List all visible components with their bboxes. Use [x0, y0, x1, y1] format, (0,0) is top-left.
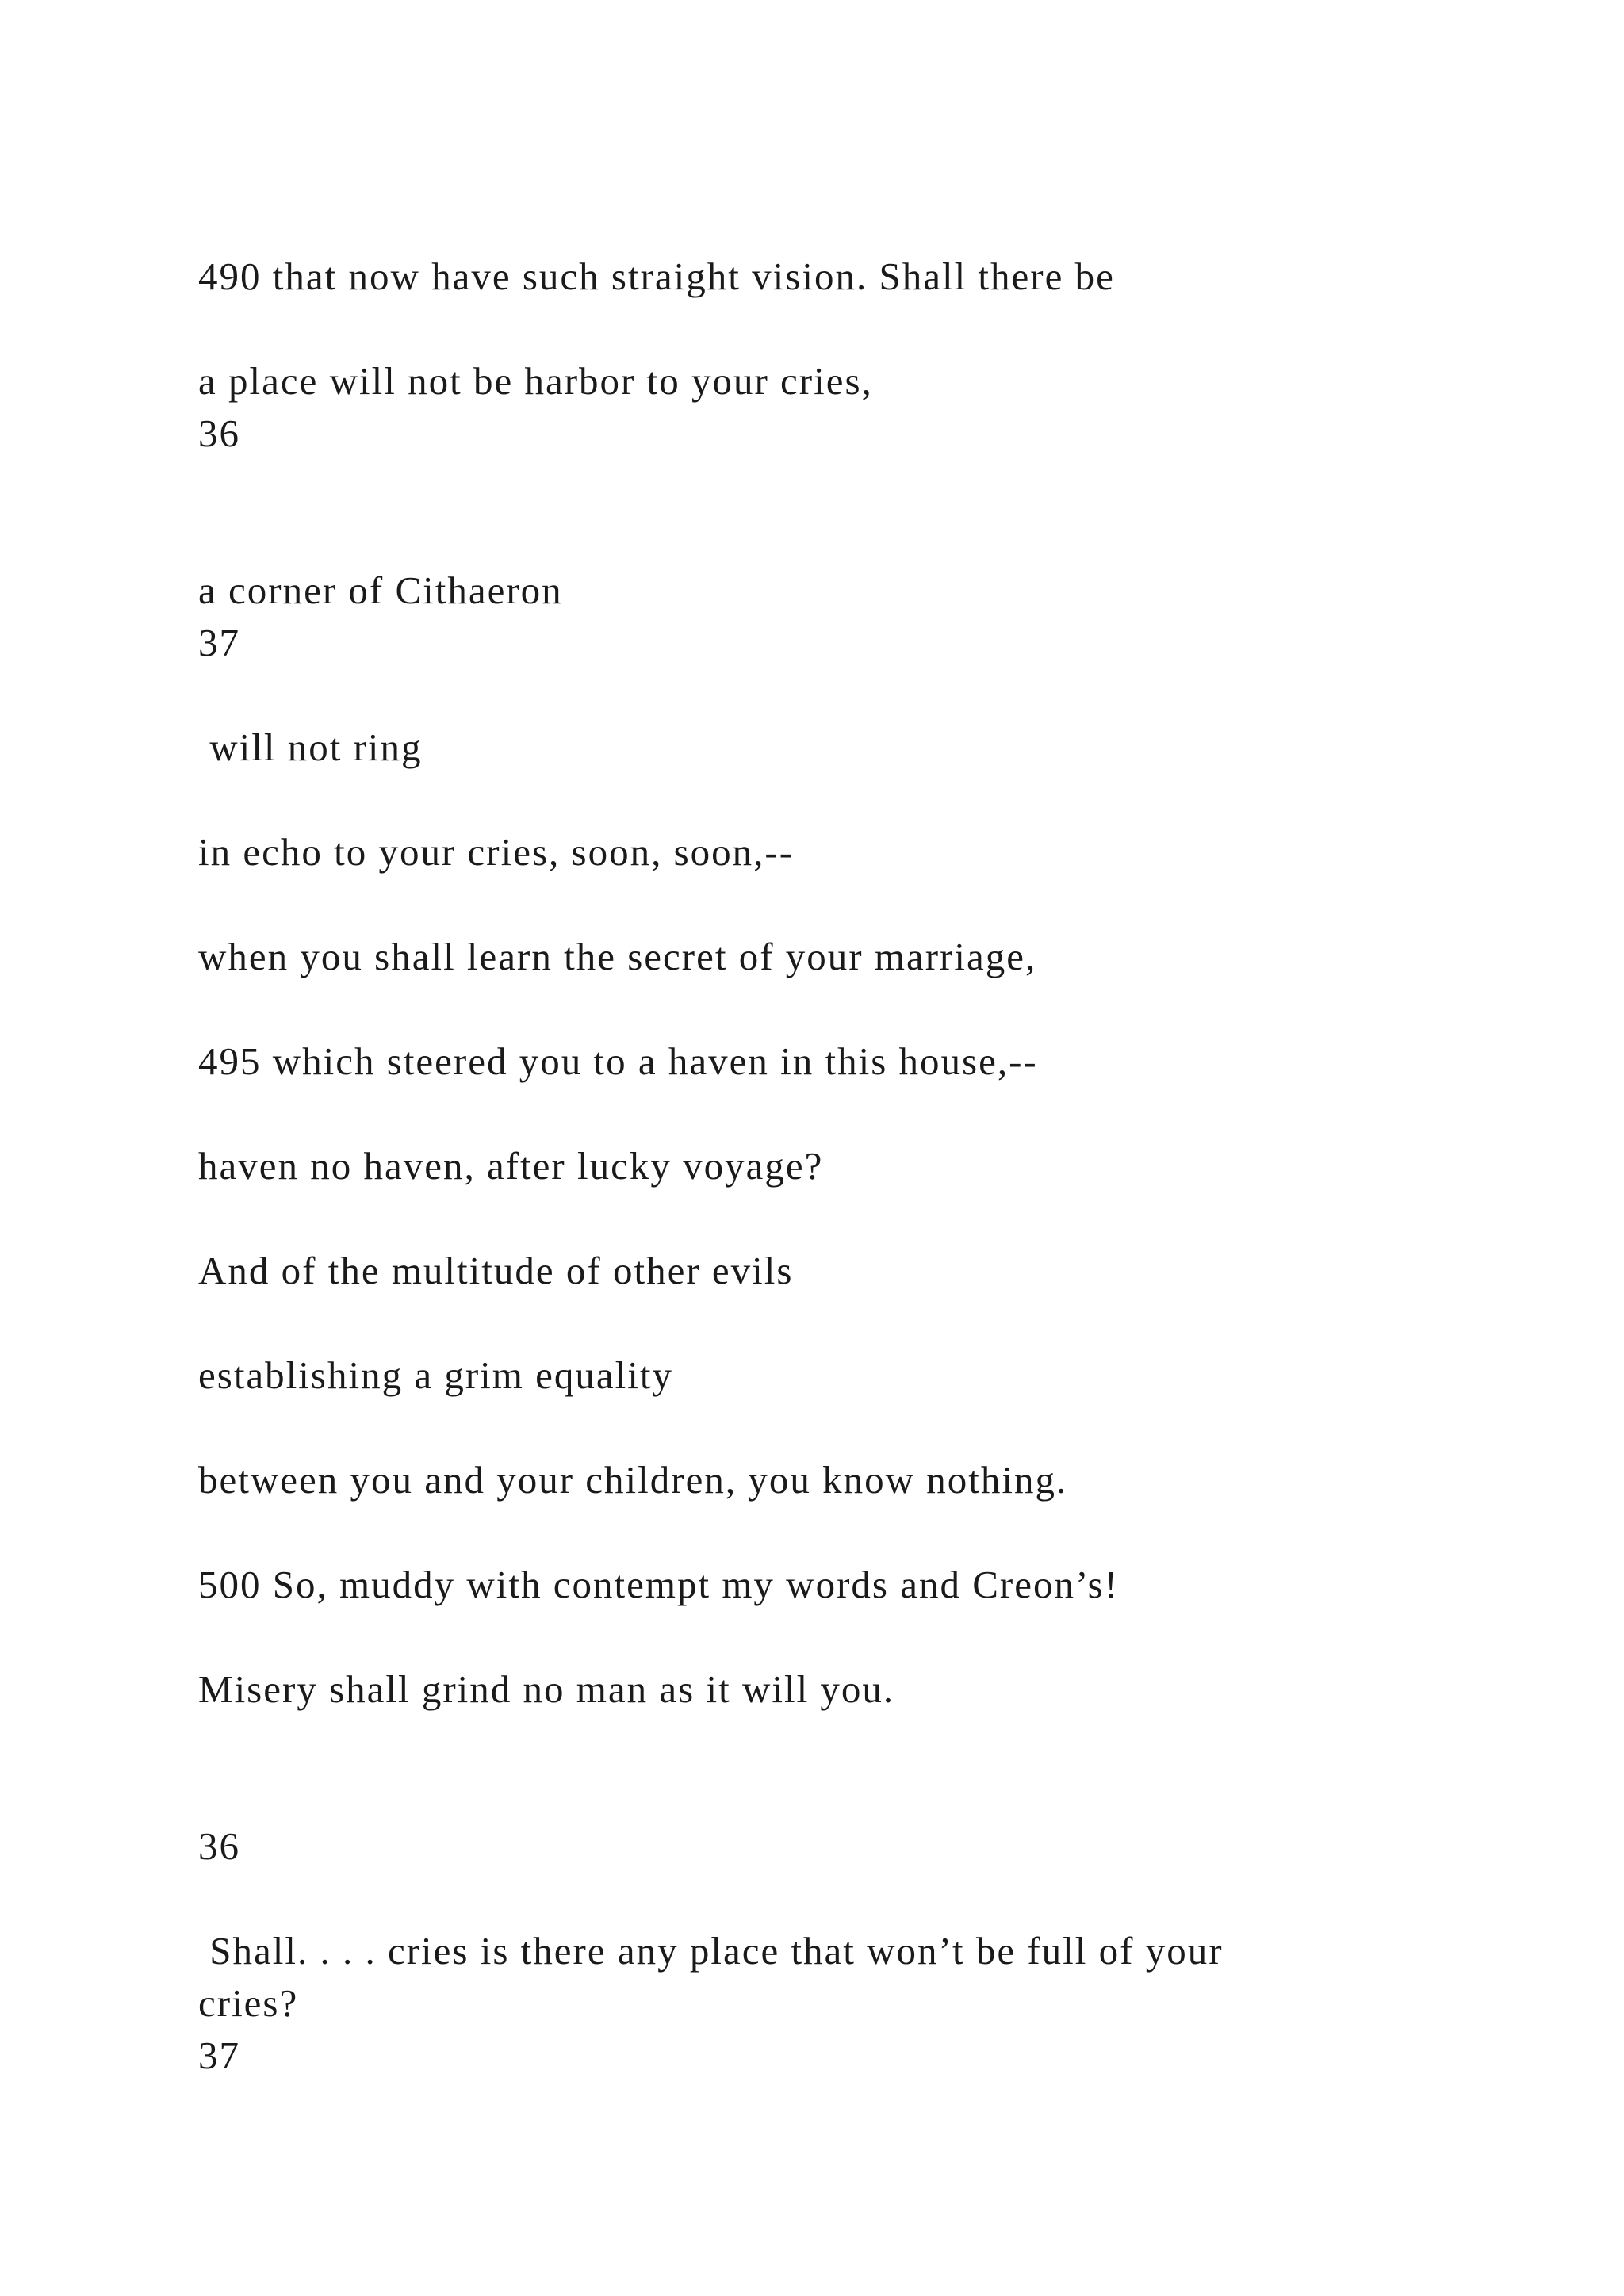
text-line: haven no haven, after lucky voyage? [198, 1144, 824, 1188]
footnote-text: Shall. . . . cries is there any place that won’t be full of your [198, 1929, 1224, 1973]
text-line: establishing a grim equality [198, 1353, 673, 1397]
text-line: a place will not be harbor to your cries, [198, 359, 873, 403]
text-line: And of the multitude of other evils [198, 1249, 794, 1292]
footnote-marker: 37 [198, 621, 240, 664]
text-line: between you and your children, you know nothing. [198, 1458, 1068, 1502]
footnote-marker: 36 [198, 411, 240, 455]
text-line: 490 that now have such straight vision. Shall there be [198, 254, 1115, 298]
footnote-number: 37 [198, 2034, 240, 2077]
text-line: when you shall learn the secret of your marriage, [198, 935, 1037, 978]
text-line: 500 So, muddy with contempt my words and Creon’s! [198, 1563, 1119, 1606]
text-line: in echo to your cries, soon, soon,-- [198, 830, 795, 874]
footnote-number: 36 [198, 1824, 240, 1868]
text-line: 495 which steered you to a haven in this house,-- [198, 1039, 1038, 1083]
text-line: Misery shall grind no man as it will you. [198, 1667, 895, 1711]
text-line: will not ring [198, 725, 423, 769]
text-line: a corner of Cithaeron [198, 568, 563, 612]
footnote-text: cries? [198, 1981, 299, 2025]
